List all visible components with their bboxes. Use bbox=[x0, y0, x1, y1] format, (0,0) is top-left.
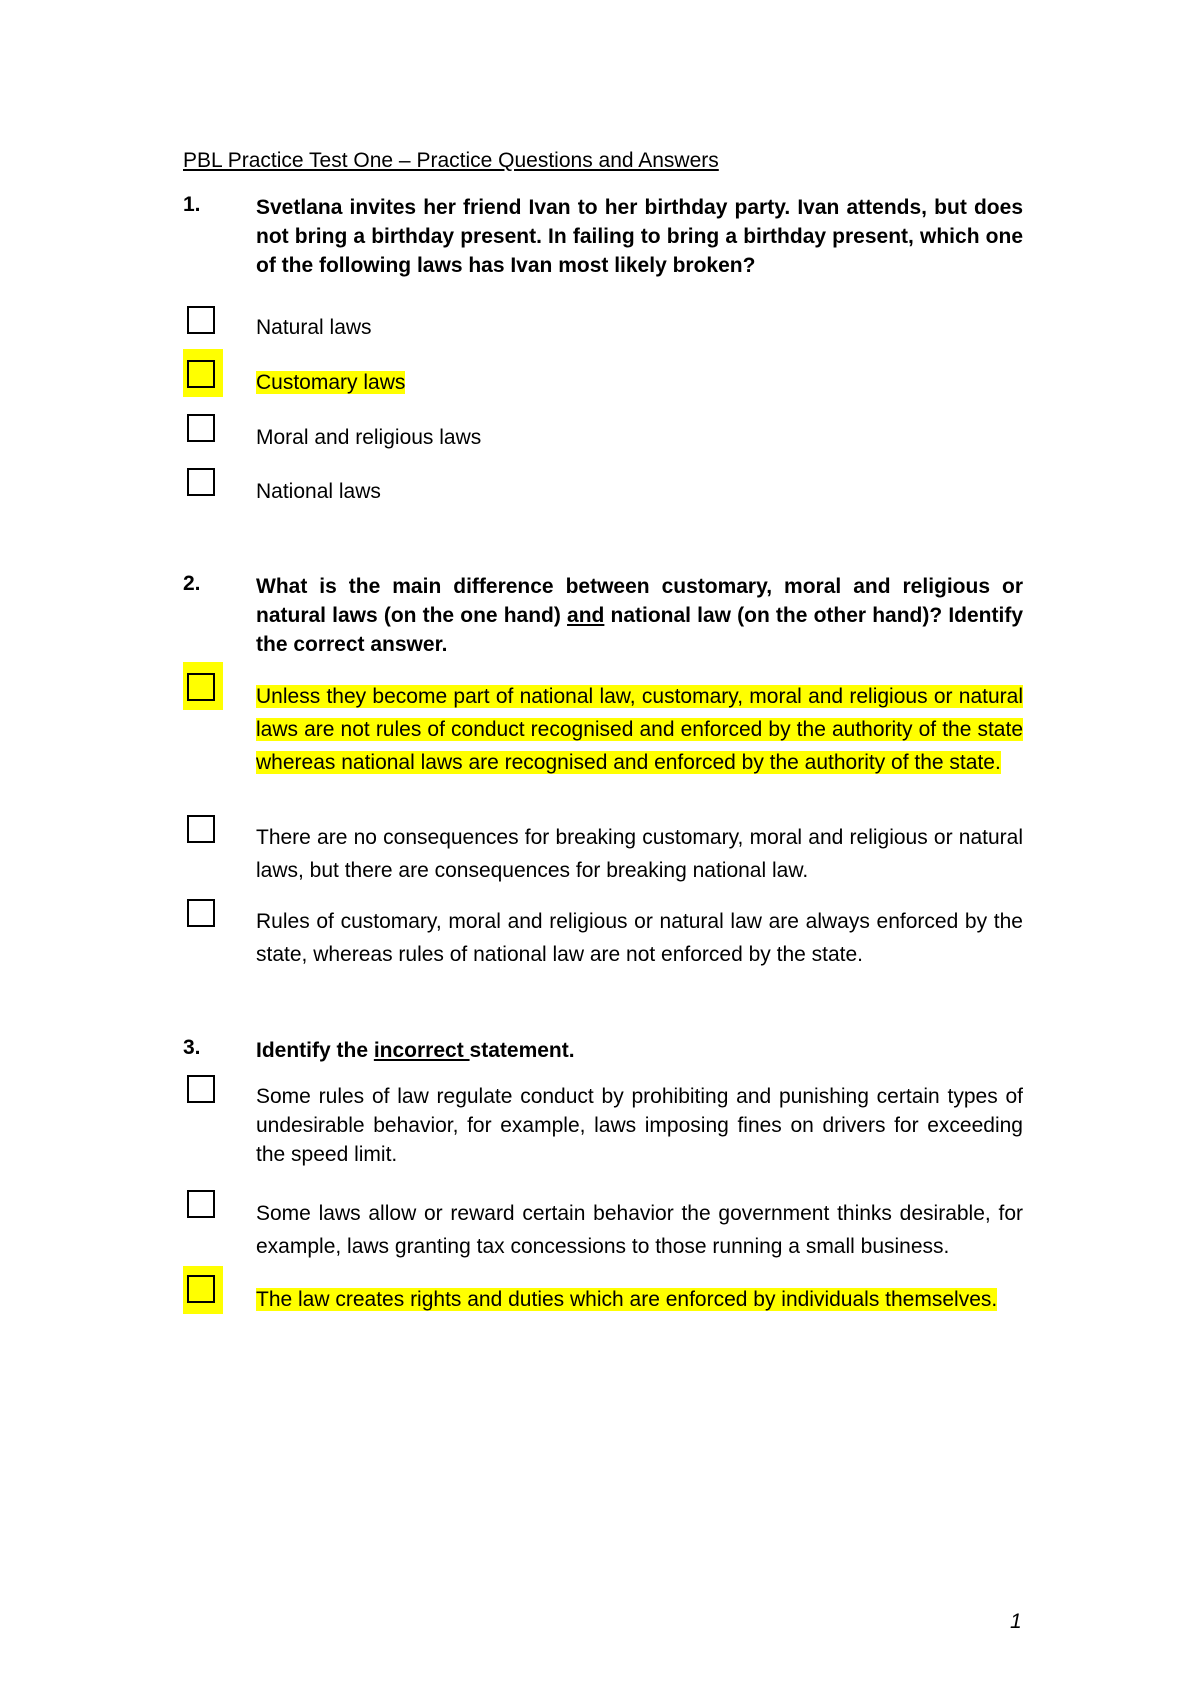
question-2-text-underlined: and bbox=[567, 604, 605, 627]
question-3-option-1-checkbox[interactable] bbox=[187, 1075, 215, 1103]
question-3-text-before: Identify the bbox=[256, 1039, 374, 1062]
question-2-option-2 bbox=[256, 821, 1023, 887]
question-3-option-1 bbox=[256, 1082, 1023, 1169]
question-2-text-after: national law (on the other hand)? Identify the correct answer. bbox=[256, 604, 1024, 656]
question-2-text bbox=[256, 572, 1023, 659]
question-1-option-3-checkbox[interactable] bbox=[187, 414, 215, 442]
question-1-option-2-text: Customary laws bbox=[256, 371, 406, 394]
page-number: 1 bbox=[1010, 1610, 1022, 1633]
question-3-text-underlined: incorrect bbox=[373, 1039, 470, 1062]
question-2-option-3-text: Rules of customary, moral and religious or natural law are always enforced by the state, whereas rules of national law are not enforced by the state. bbox=[256, 910, 1023, 966]
question-1-option-1-text: Natural laws bbox=[256, 316, 372, 339]
question-3-text-after: statement. bbox=[469, 1039, 575, 1062]
question-1-text: Svetlana invites her friend Ivan to her birthday party. Ivan attends, but does not bring a birthday present. In failing to bring a birthday present, which one of the following laws has Ivan most likely broken? bbox=[256, 196, 1023, 277]
question-3-option-3 bbox=[256, 1283, 1023, 1316]
question-1-number: 1. bbox=[183, 193, 201, 216]
question-3-option-1-text: Some rules of law regulate conduct by prohibiting and punishing certain types of undesirable behavior, for example, laws imposing fines on drivers for exceeding the speed limit. bbox=[256, 1085, 1023, 1166]
question-2-option-3-checkbox[interactable] bbox=[187, 899, 215, 927]
question-1-option-2-checkbox[interactable] bbox=[187, 360, 215, 388]
question-2-option-2-checkbox[interactable] bbox=[187, 815, 215, 843]
question-3-option-3-text: The law creates rights and duties which are enforced by individuals themselves. bbox=[256, 1288, 998, 1311]
question-1-option-4-checkbox[interactable] bbox=[187, 468, 215, 496]
question-2-option-1 bbox=[256, 680, 1023, 779]
question-3-number: 3. bbox=[183, 1036, 201, 1059]
question-2-option-3 bbox=[256, 905, 1023, 971]
question-1-option-3 bbox=[256, 423, 1023, 452]
question-3-option-2 bbox=[256, 1197, 1023, 1263]
question-3-option-3-checkbox[interactable] bbox=[187, 1275, 215, 1303]
question-2-text-before: What is the main difference between customary, moral and religious or natural laws (on the one hand) bbox=[256, 575, 1023, 627]
question-1-option-4 bbox=[256, 477, 1023, 506]
question-3-option-2-text: Some laws allow or reward certain behavior the government thinks desirable, for example, laws granting tax concessions to those running a small business. bbox=[256, 1202, 1023, 1258]
question-2-option-1-text: Unless they become part of national law, customary, moral and religious or natural laws are not rules of conduct recognised and enforced by the authority of the state whereas national laws are recognised and enforced by the authority of the state. bbox=[256, 685, 1023, 774]
question-1-option-2 bbox=[256, 368, 1023, 397]
question-1-option-1 bbox=[256, 313, 1023, 342]
question-2-number: 2. bbox=[183, 572, 201, 595]
question-3-option-2-checkbox[interactable] bbox=[187, 1190, 215, 1218]
question-1-option-4-text: National laws bbox=[256, 480, 381, 503]
question-1-option-1-checkbox[interactable] bbox=[187, 306, 215, 334]
question-2-option-1-checkbox[interactable] bbox=[187, 673, 215, 701]
question-3-text bbox=[256, 1036, 1023, 1065]
question-2-option-2-text: There are no consequences for breaking customary, moral and religious or natural laws, but there are consequences for breaking national law. bbox=[256, 826, 1023, 882]
document-title: PBL Practice Test One – Practice Questions and Answers bbox=[183, 149, 719, 172]
question-1-option-3-text: Moral and religious laws bbox=[256, 426, 482, 449]
